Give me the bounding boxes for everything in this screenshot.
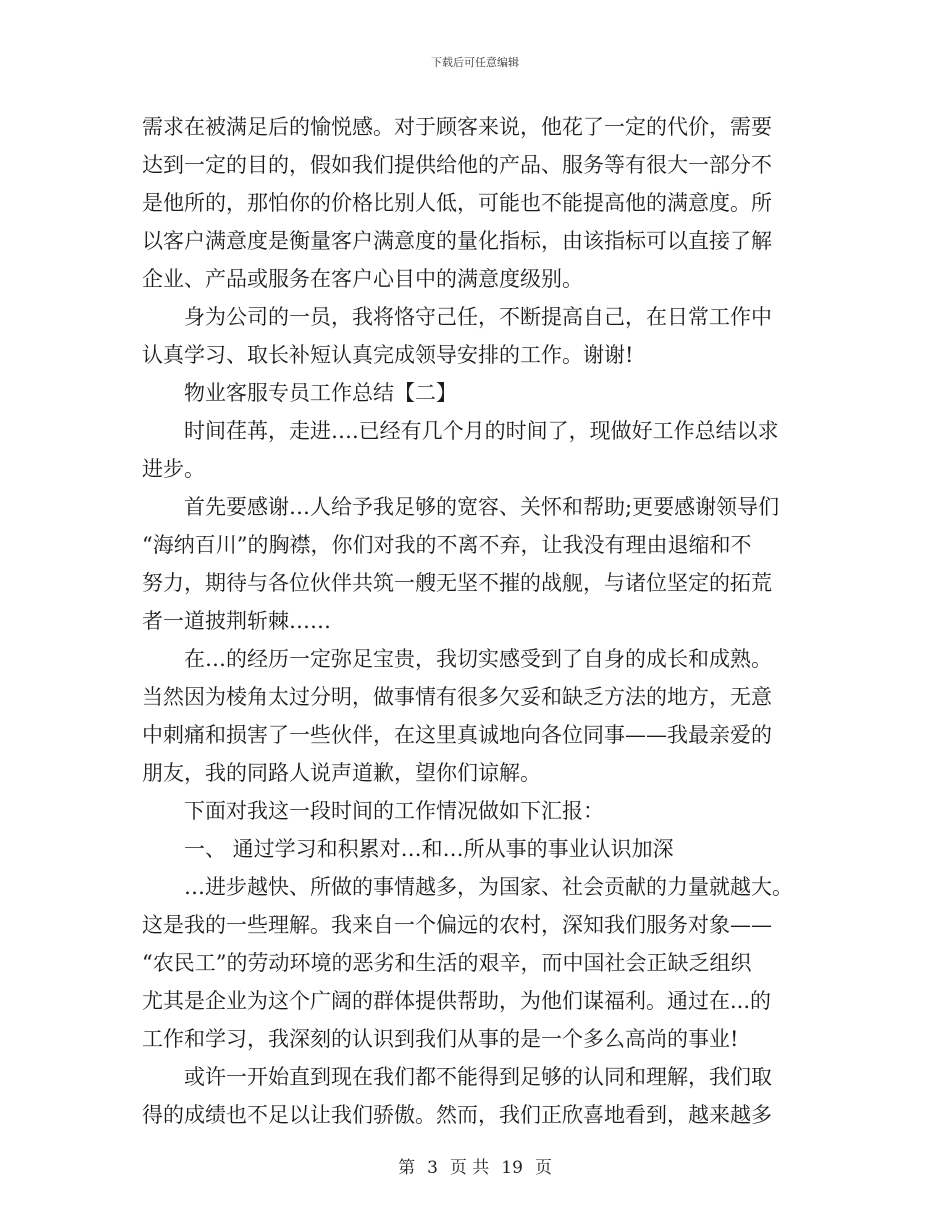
page-number: 3 [427, 1158, 438, 1178]
text-line: 时间荏苒，走进….已经有几个月的时间了，现做好工作总结以求 [184, 419, 779, 443]
total-pages: 19 [501, 1158, 523, 1178]
text-line: 朋友，我的同路人说声道歉，望你们谅解。 [142, 761, 541, 785]
text-line: 中刺痛和损害了一些伙伴，在这里真诚地向各位同事——我最亲爱的 [142, 723, 772, 747]
text-line: 首先要感谢…人给予我足够的宽容、关怀和帮助;更要感谢领导们 [184, 495, 780, 519]
footer-suffix: 页 [534, 1158, 552, 1178]
text-line: …进步越快、所做的事情越多，为国家、社会贡献的力量就越大。 [184, 875, 793, 899]
text-line: 得的成绩也不足以让我们骄傲。然而，我们正欣喜地看到，越来越多 [142, 1103, 772, 1127]
text-line: 身为公司的一员，我将恪守己任，不断提高自己，在日常工作中 [184, 305, 772, 329]
footer-middle: 页 共 [449, 1158, 490, 1178]
text-line: 进步。 [142, 457, 205, 481]
text-line: 一、 通过学习和积累对…和…所从事的事业认识加深 [184, 837, 674, 861]
text-line: 工作和学习，我深刻的认识到我们从事的是一个多么高尚的事业! [142, 1027, 739, 1051]
text-line: 下面对我这一段时间的工作情况做如下汇报： [184, 799, 604, 823]
text-line: 者一道披荆斩棘…… [142, 609, 331, 633]
page-header: 下载后可任意编辑 [431, 56, 519, 69]
text-line: “农民工”的劳动环境的恶劣和生活的艰辛，而中国社会正缺乏组织 [142, 951, 752, 975]
text-line: 这是我的一些理解。我来自一个偏远的农村，深知我们服务对象—— [142, 913, 772, 937]
text-line: 在…的经历一定弥足宝贵，我切实感受到了自身的成长和成熟。 [184, 647, 772, 671]
text-line: 物业客服专员工作总结【二】 [184, 381, 457, 405]
text-line: 是他所的，那怕你的价格比别人低，可能也不能提高他的满意度。所 [142, 191, 772, 215]
text-line: 尤其是企业为这个广阔的群体提供帮助，为他们谋福利。通过在...的 [142, 989, 772, 1013]
text-line: 或许一开始直到现在我们都不能得到足够的认同和理解，我们取 [184, 1065, 772, 1089]
page-footer [0, 1153, 950, 1178]
text-line: “海纳百川”的胸襟，你们对我的不离不弃，让我没有理由退缩和不 [142, 533, 752, 557]
document-body [142, 108, 812, 1134]
text-line: 以客户满意度是衡量客户满意度的量化指标，由该指标可以直接了解 [142, 229, 772, 253]
text-line: 努力，期待与各位伙伴共筑一艘无坚不摧的战舰，与诸位坚定的拓荒 [142, 571, 772, 595]
footer-prefix: 第 [398, 1158, 416, 1178]
text-line: 达到一定的目的，假如我们提供给他的产品、服务等有很大一部分不 [142, 153, 772, 177]
text-line: 需求在被满足后的愉悦感。对于顾客来说，他花了一定的代价，需要 [142, 115, 772, 139]
text-line: 当然因为棱角太过分明，做事情有很多欠妥和缺乏方法的地方，无意 [142, 685, 772, 709]
text-line: 企业、产品或服务在客户心目中的满意度级别。 [142, 267, 583, 291]
text-line: 认真学习、取长补短认真完成领导安排的工作。谢谢! [142, 343, 634, 367]
